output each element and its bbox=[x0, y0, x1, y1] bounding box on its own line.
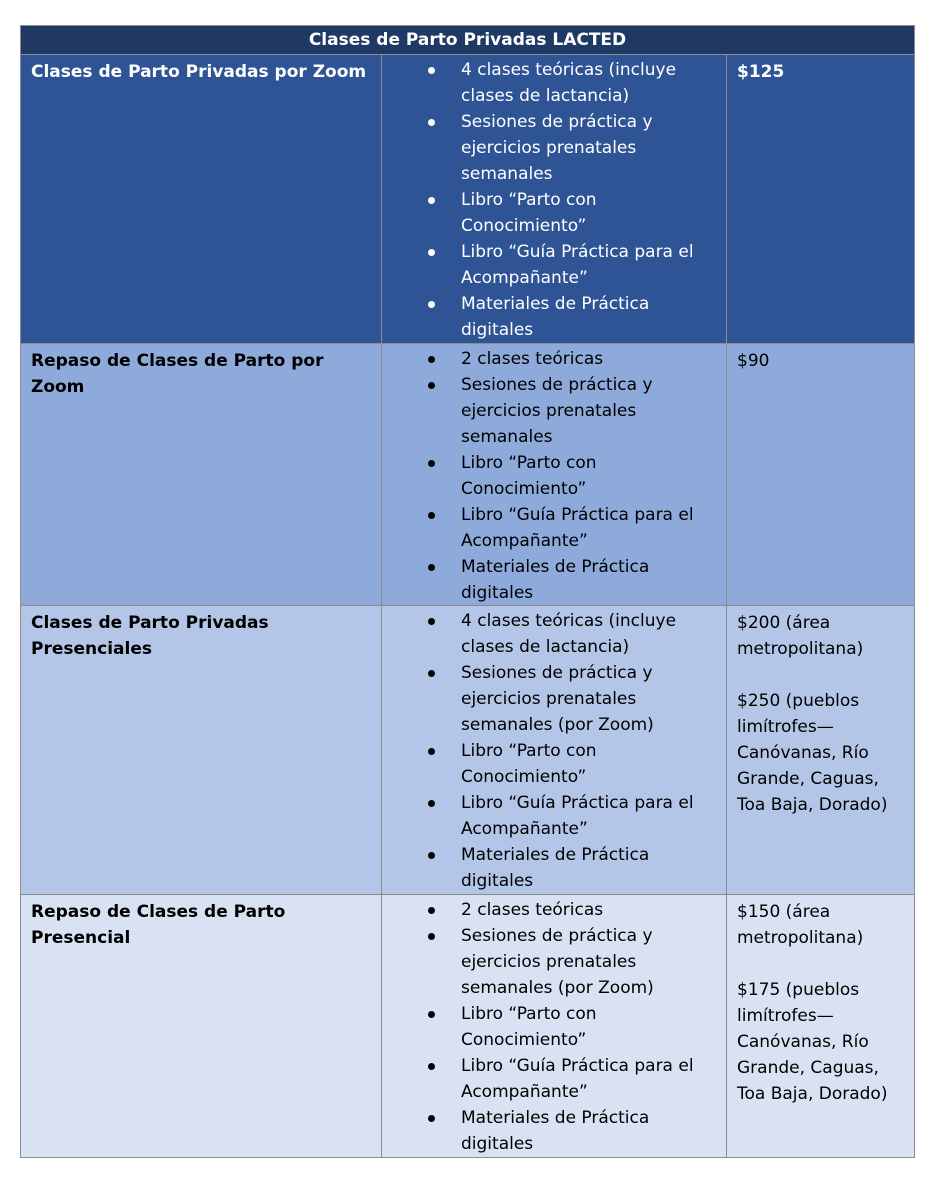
list-item: 2 clases teóricas bbox=[382, 346, 726, 372]
list-item: Libro “Guía Práctica para el Acompañante” bbox=[382, 239, 726, 291]
class-name: Repaso de Clases de Parto por Zoom bbox=[21, 344, 382, 605]
includes-list-cell bbox=[382, 606, 727, 894]
list-item: Materiales de Práctica digitales bbox=[382, 1105, 726, 1157]
price-cell bbox=[727, 606, 914, 894]
includes-list bbox=[382, 895, 726, 1157]
price-secondary: $175 (pueblos limítrofes—Canóvanas, Río Grande, Caguas, Toa Baja, Dorado) bbox=[737, 980, 888, 1104]
table-row bbox=[21, 894, 914, 1158]
includes-list-cell bbox=[382, 895, 727, 1157]
class-name: Repaso de Clases de Parto Presencial bbox=[21, 895, 382, 1157]
price: $150 (área metropolitana) bbox=[737, 902, 864, 948]
list-item: Sesiones de práctica y ejercicios prenatales semanales (por Zoom) bbox=[382, 923, 726, 1001]
list-item: Libro “Parto con Conocimiento” bbox=[382, 738, 726, 790]
list-item: Materiales de Práctica digitales bbox=[382, 842, 726, 894]
list-item: Materiales de Práctica digitales bbox=[382, 291, 726, 343]
list-item: 2 clases teóricas bbox=[382, 897, 726, 923]
includes-list-cell bbox=[382, 55, 727, 343]
table-row bbox=[21, 605, 914, 894]
list-item: Sesiones de práctica y ejercicios prenatales semanales bbox=[382, 372, 726, 450]
list-item: 4 clases teóricas (incluye clases de lactancia) bbox=[382, 57, 726, 109]
price-cell bbox=[727, 344, 914, 605]
price: $90 bbox=[737, 351, 770, 371]
price: $125 bbox=[737, 62, 785, 82]
list-item: Libro “Guía Práctica para el Acompañante” bbox=[382, 790, 726, 842]
list-item: Libro “Parto con Conocimiento” bbox=[382, 1001, 726, 1053]
list-item: Materiales de Práctica digitales bbox=[382, 554, 726, 606]
list-item: Libro “Parto con Conocimiento” bbox=[382, 187, 726, 239]
list-item: Libro “Parto con Conocimiento” bbox=[382, 450, 726, 502]
class-name: Clases de Parto Privadas por Zoom bbox=[21, 55, 382, 343]
list-item: 4 clases teóricas (incluye clases de lactancia) bbox=[382, 608, 726, 660]
table-row bbox=[21, 343, 914, 605]
includes-list bbox=[382, 55, 726, 343]
price: $200 (área metropolitana) bbox=[737, 613, 864, 659]
includes-list bbox=[382, 344, 726, 606]
price-cell bbox=[727, 895, 914, 1157]
includes-list bbox=[382, 606, 726, 894]
list-item: Sesiones de práctica y ejercicios prenatales semanales (por Zoom) bbox=[382, 660, 726, 738]
list-item: Sesiones de práctica y ejercicios prenatales semanales bbox=[382, 109, 726, 187]
table-title: Clases de Parto Privadas LACTED bbox=[21, 25, 914, 54]
list-item: Libro “Guía Práctica para el Acompañante” bbox=[382, 1053, 726, 1105]
table-row bbox=[21, 54, 914, 343]
pricing-table bbox=[20, 25, 915, 1158]
list-item: Libro “Guía Práctica para el Acompañante” bbox=[382, 502, 726, 554]
class-name: Clases de Parto Privadas Presenciales bbox=[21, 606, 382, 894]
includes-list-cell bbox=[382, 344, 727, 605]
price-secondary: $250 (pueblos limítrofes—Canóvanas, Río Grande, Caguas, Toa Baja, Dorado) bbox=[737, 691, 888, 815]
price-cell bbox=[727, 55, 914, 343]
